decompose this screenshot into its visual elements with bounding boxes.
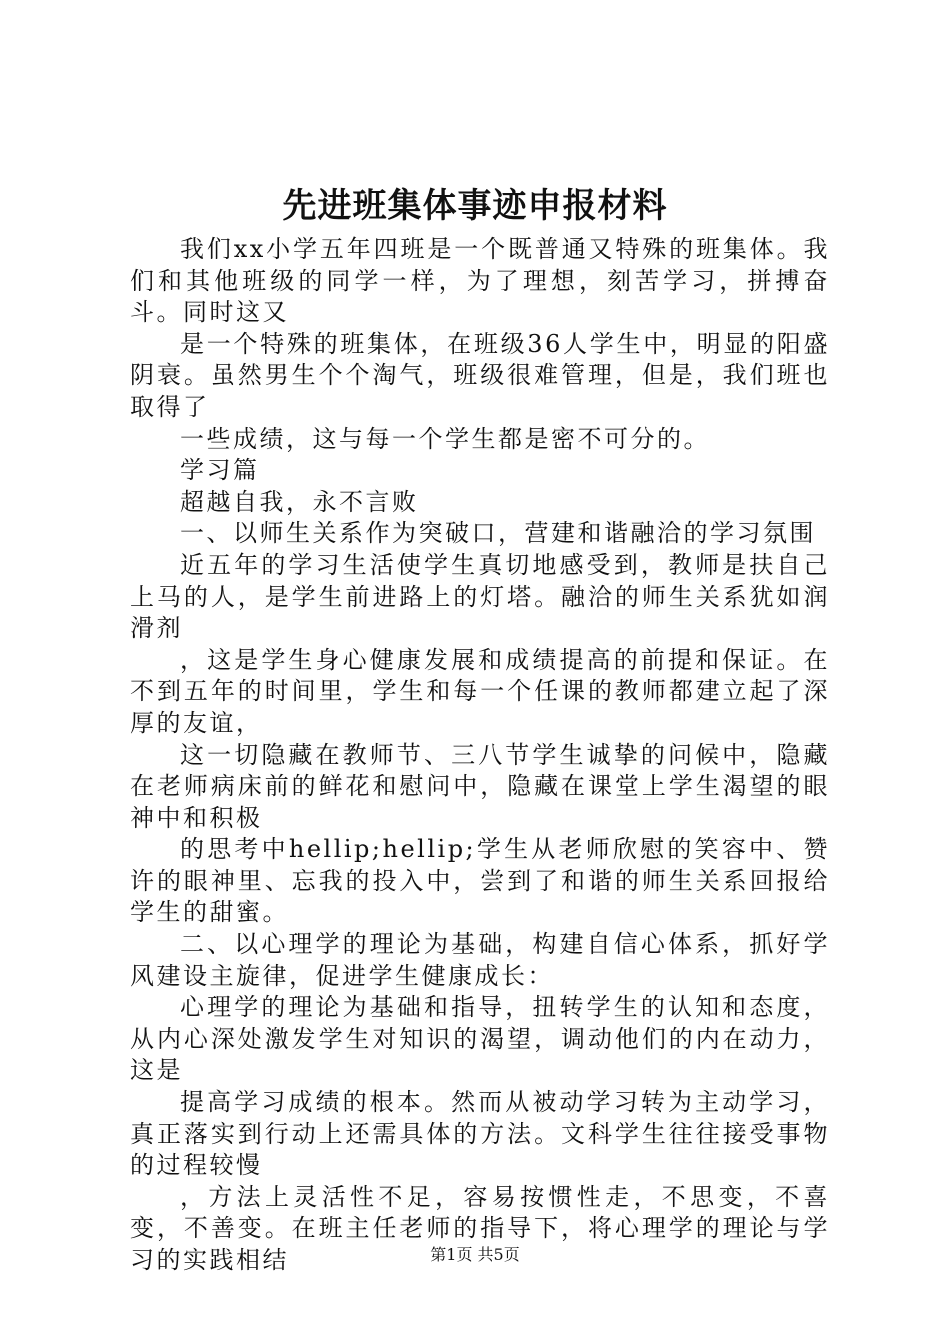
- section-heading: 二、以心理学的理论为基础，构建自信心体系，抓好学风建设主旋律，促进学生健康成长：: [130, 930, 830, 990]
- paragraph: 这一切隐藏在教师节、三八节学生诚挚的问候中，隐藏在老师病床前的鲜花和慰问中，隐藏在课堂上学生渴望的眼神中和积极: [130, 740, 830, 832]
- section-heading: 学习篇: [180, 456, 260, 485]
- paragraph: ，方法上灵活性不足，容易按惯性走，不思变，不喜变，不善变。在班主任老师的指导下，将心理学的理论与学习的实践相结: [130, 1182, 830, 1274]
- document-body: [130, 234, 830, 1277]
- paragraph: 心理学的理论为基础和指导，扭转学生的认知和态度，从内心深处激发学生对知识的渴望，调动他们的内在动力，这是: [130, 993, 830, 1085]
- paragraph: 我们xx小学五年四班是一个既普通又特殊的班集体。我们和其他班级的同学一样，为了理想，刻苦学习，拼搏奋斗。同时这又: [130, 235, 830, 327]
- section-subheading: 超越自我，永不言败: [180, 487, 419, 516]
- paragraph: 是一个特殊的班集体，在班级36人学生中，明显的阳盛阴衰。虽然男生个个淘气，班级很难管理，但是，我们班也取得了: [130, 329, 830, 421]
- paragraph: 提高学习成绩的根本。然而从被动学习转为主动学习，真正落实到行动上还需具体的方法。文科学生往往接受事物的过程较慢: [130, 1088, 830, 1180]
- paragraph: 一些成绩，这与每一个学生都是密不可分的。: [180, 424, 710, 453]
- paragraph: ，这是学生身心健康发展和成绩提高的前提和保证。在不到五年的时间里，学生和每一个任课的教师都建立起了深厚的友谊，: [130, 645, 830, 737]
- page-footer: 第1页 共5页: [430, 1245, 520, 1264]
- paragraph: 的思考中hellip;hellip;学生从老师欣慰的笑容中、赞许的眼神里、忘我的投入中，尝到了和谐的师生关系回报给学生的甜蜜。: [130, 835, 830, 927]
- section-heading: 一、以师生关系作为突破口，营建和谐融洽的学习氛围: [180, 519, 816, 548]
- document-title: 先进班集体事迹申报材料: [282, 186, 668, 226]
- paragraph: 近五年的学习生活使学生真切地感受到，教师是扶自己上马的人，是学生前进路上的灯塔。融洽的师生关系犹如润滑剂: [130, 550, 830, 643]
